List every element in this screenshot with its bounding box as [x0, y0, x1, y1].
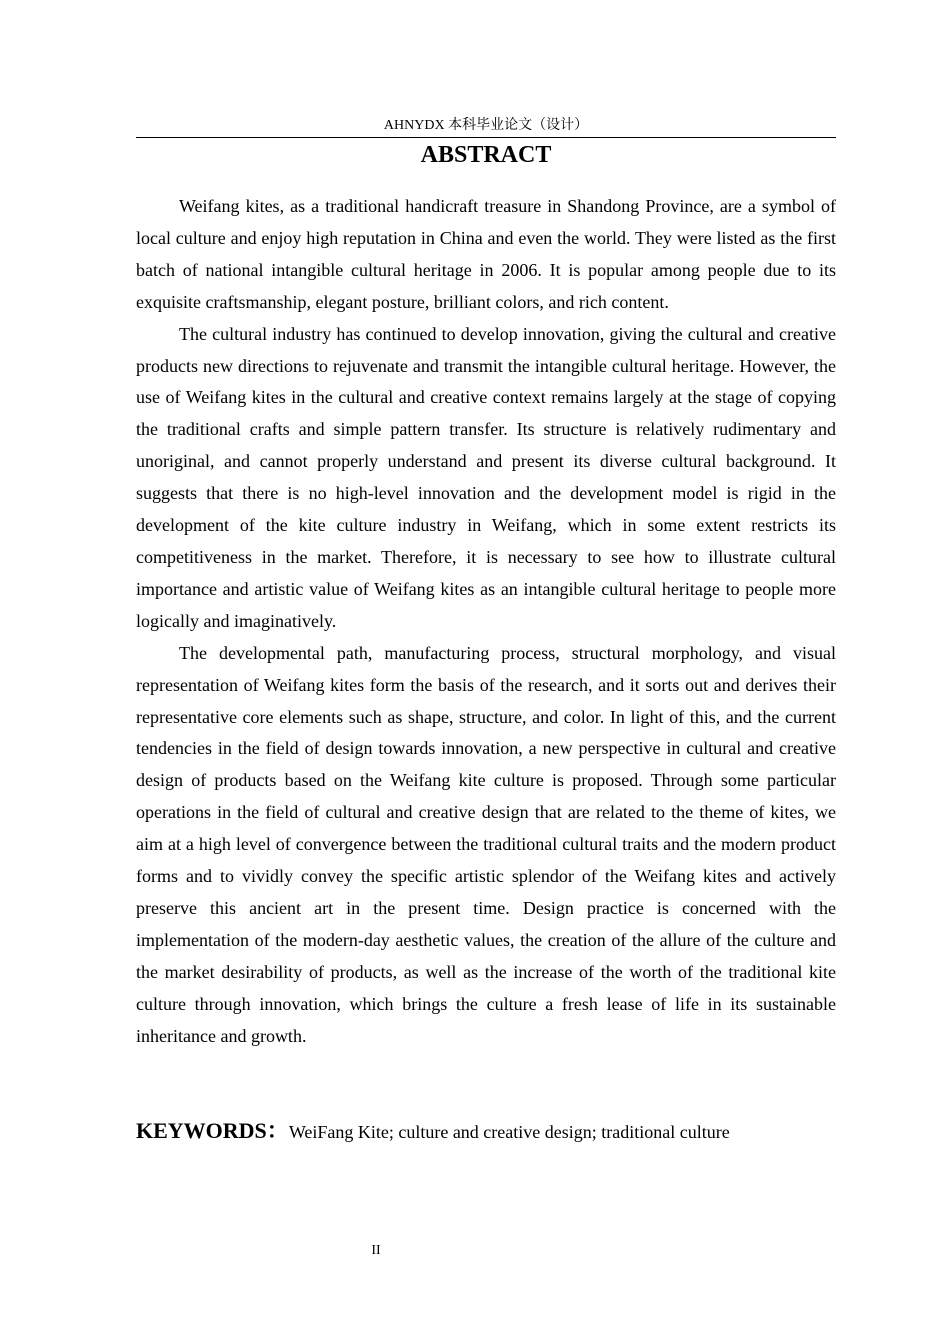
keywords-line — [136, 1117, 836, 1146]
keywords-text: WeiFang Kite; culture and creative design; traditional culture — [288, 1122, 730, 1142]
abstract-paragraph-3: The developmental path, manufacturing process, structural morphology, and visual representation of Weifang kites form the basis of the research, and it sorts out and derives their representative core elements such as shape, structure, and color. In light of this, and the current tendencies in the field of design towards innovation, a new perspective in cultural and creative design of products based on the Weifang kite culture is proposed. Through some particular operations in the field of cultural and creative design that are related to the theme of kites, we aim at a high level of convergence between the traditional cultural traits and the modern product forms and to vividly convey the specific artistic splendor of the Weifang kites and actively preserve this ancient art in the present time. Design practice is concerned with the implementation of the modern-day aesthetic values, the creation of the allure of the culture and the market desirability of products, as well as the increase of the worth of the traditional kite culture through innovation, which brings the culture a fresh lease of life in its sustainable inheritance and growth. — [136, 642, 836, 1046]
abstract-body — [136, 191, 836, 1052]
running-header: AHNYDX 本科毕业论文（设计） — [383, 118, 589, 133]
abstract-paragraph-2: The cultural industry has continued to develop innovation, giving the cultural and creative products new directions to rejuvenate and transmit the intangible cultural heritage. However, the use of Weifang kites in the cultural and creative context remains largely at the stage of copying the traditional crafts and simple pattern transfer. Its structure is relatively rudimentary and unoriginal, and cannot properly understand and present its diverse cultural background. It suggests that there is no high-level innovation and the development model is rigid in the development of the kite culture industry in Weifang, which in some extent restricts its competitiveness in the market. Therefore, it is necessary to see how to illustrate cultural importance and artistic value of Weifang kites as an intangible cultural heritage to people more logically and imaginatively. — [136, 323, 836, 631]
keywords-label: KEYWORDS： — [136, 1118, 289, 1143]
header-divider — [136, 137, 836, 138]
page-number: II — [371, 1243, 381, 1258]
abstract-paragraph-1: Weifang kites, as a traditional handicraft treasure in Shandong Province, are a symbol of local culture and enjoy high reputation in China and even the world. They were listed as the first batch of national intangible cultural heritage in 2006. It is popular among people due to its exquisite craftsmanship, elegant posture, brilliant colors, and rich content. — [136, 196, 836, 312]
abstract-title: ABSTRACT — [420, 142, 552, 168]
